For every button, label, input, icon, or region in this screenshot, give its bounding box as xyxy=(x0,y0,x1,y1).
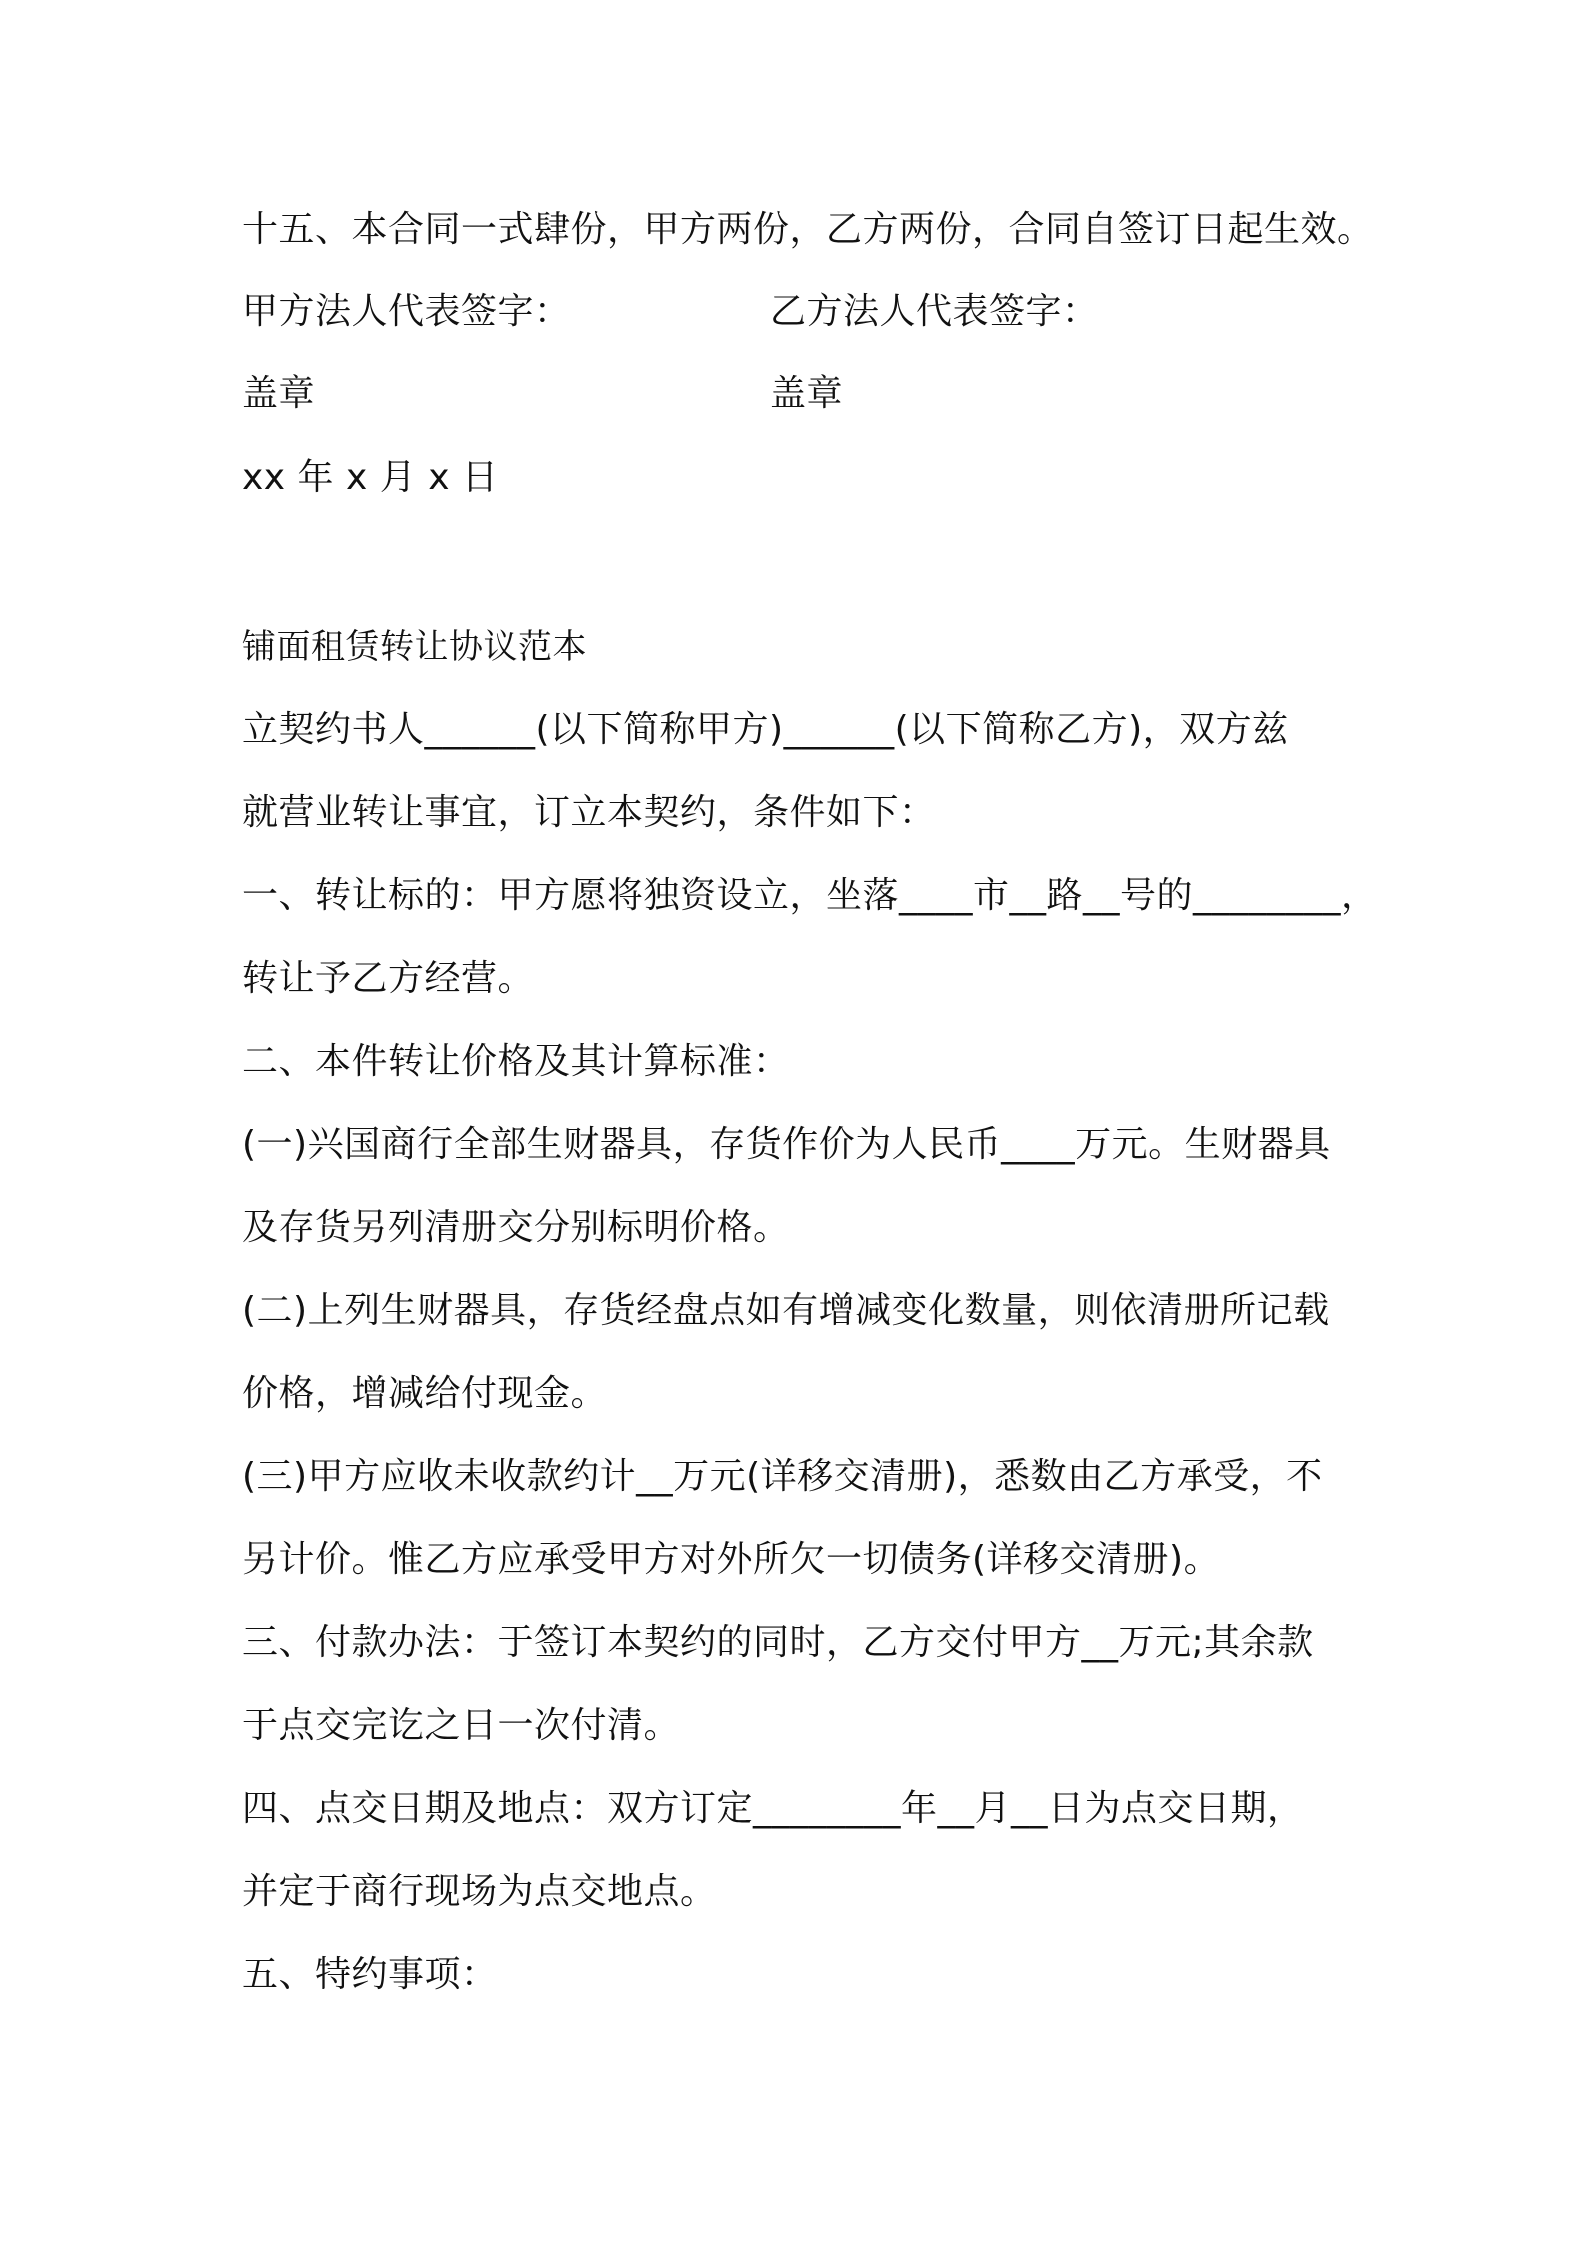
paragraph-line: 转让予乙方经营。 xyxy=(242,958,535,999)
signing-date: xx 年 x 月 x 日 xyxy=(242,457,499,498)
paragraph-line: 一、转让标的：甲方愿将独资设立，坐落____市__路__号的________， xyxy=(242,875,1378,916)
paragraph-line: 就营业转让事宜，订立本契约，条件如下： xyxy=(242,792,936,833)
paragraph-line: 并定于商行现场为点交地点。 xyxy=(242,1871,717,1912)
paragraph-line: 五、特约事项： xyxy=(242,1954,498,1995)
paragraph-line: 及存货另列清册交分别标明价格。 xyxy=(242,1207,790,1248)
paragraph-line: 另计价。惟乙方应承受甲方对外所欠一切债务(详移交清册)。 xyxy=(242,1539,1221,1580)
paragraph-line: 价格，增减给付现金。 xyxy=(242,1373,608,1414)
party-b-seal-label: 盖章 xyxy=(770,373,844,414)
party-a-signature-label: 甲方法人代表签字： xyxy=(242,291,571,332)
paragraph-line: 于点交完讫之日一次付清。 xyxy=(242,1705,681,1746)
paragraph-line: (二)上列生财器具，存货经盘点如有增减变化数量，则依清册所记载 xyxy=(242,1290,1330,1331)
agreement-title: 铺面租赁转让协议范本 xyxy=(242,627,587,667)
paragraph-line: (一)兴国商行全部生财器具，存货作价为人民币____万元。生财器具 xyxy=(242,1124,1331,1165)
party-b-signature-label: 乙方法人代表签字： xyxy=(770,291,1099,332)
paragraph-line: 三、付款办法：于签订本契约的同时，乙方交付甲方__万元;其余款 xyxy=(242,1622,1314,1663)
paragraph-line: 立契约书人______(以下简称甲方)______(以下简称乙方)，双方兹 xyxy=(242,709,1289,750)
paragraph-line: 四、点交日期及地点：双方订定________年__月__日为点交日期， xyxy=(242,1788,1304,1829)
paragraph-line: 二、本件转让价格及其计算标准： xyxy=(242,1041,790,1082)
paragraph-line: (三)甲方应收未收款约计__万元(详移交清册)，悉数由乙方承受，不 xyxy=(242,1456,1323,1497)
party-a-seal-label: 盖章 xyxy=(242,373,316,414)
clause-15: 十五、本合同一式肆份，甲方两份，乙方两份，合同自签订日起生效。 xyxy=(242,209,1374,250)
